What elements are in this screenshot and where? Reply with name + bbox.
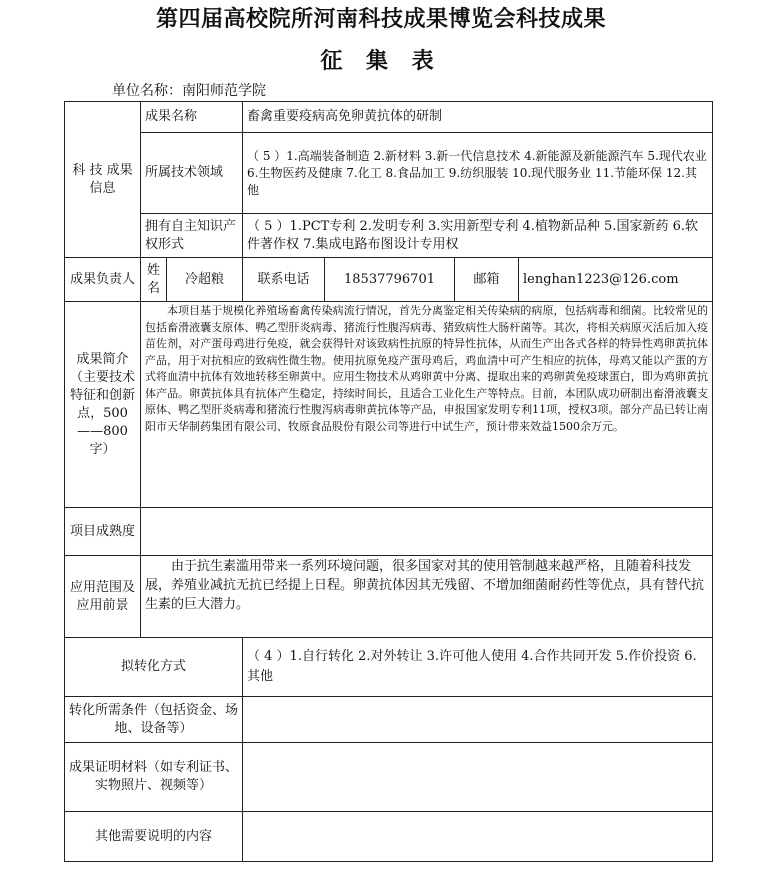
ip-label: 拥有自主知识产权形式	[141, 214, 243, 258]
maturity-value[interactable]	[141, 508, 713, 556]
email-label: 邮箱	[455, 258, 519, 302]
proof-label: 成果证明材料（如专利证书、实物照片、视频等）	[65, 743, 243, 812]
application-text[interactable]: 由于抗生素滥用带来一系列环境问题，很多国家对其的使用管制越来越严格，且随着科技发展，养殖业减抗无抗已经提上日程。卵黄抗体因其无残留、不增加细菌耐药性等优点，具有替代抗生素的巨大潜力。	[141, 556, 713, 638]
unit-name: 单位名称：南阳师范学院	[112, 83, 266, 99]
leader-name-value[interactable]: 冷超粮	[167, 258, 243, 302]
phone-label: 联系电话	[243, 258, 325, 302]
leader-name-label: 姓名	[141, 258, 167, 302]
row-application	[65, 556, 713, 638]
maturity-label: 项目成熟度	[65, 508, 141, 556]
row-tech-field	[65, 133, 713, 214]
other-label: 其他需要说明的内容	[65, 812, 243, 862]
section-info-label: 科 技 成果信息	[65, 102, 141, 258]
brief-text[interactable]: 本项目基于规模化养殖场畜禽传染病流行情况，首先分离鉴定相关传染病的病原，包括病毒和细菌。比较常见的包括畜滑液囊支原体、鸭乙型肝炎病毒、猪流行性腹泻病毒、猪致病性大肠杆菌等。其次，将相关病原灭活后加入疫苗佐剂，对产蛋母鸡进行免疫，就会获得针对该致病性抗原的特异性抗体，从而生产出各式各样的特异性鸡卵黄抗体产品，用于对抗相应的致病性微生物。使用抗原免疫产蛋母鸡后，鸡血清中可产生相应的抗体，母鸡又能以产蛋的方式将血清中抗体有效地转移至卵黄中。应用生物技术从鸡卵黄中分离、提取出来的鸡卵黄免疫球蛋白，即为鸡卵黄抗体产品。卵黄抗体具有抗体产生稳定，持续时间长，且适合工业化生产等特点。目前，本团队成功研制出畜滑液囊支原体、鸭乙型肝炎病毒和猪流行性腹泻病毒卵黄抗体等产品，申报国家发明专利11项，授权3项。部分产品已转让南阳市天华制药集团有限公司、牧原食品股份有限公司等进行中试生产，预计带来效益1500余万元。	[141, 302, 713, 508]
row-maturity	[65, 508, 713, 556]
conditions-value[interactable]	[243, 697, 713, 743]
form-title: 第四届高校院所河南科技成果博览会科技成果	[155, 7, 606, 32]
row-conditions	[65, 697, 713, 743]
brief-label: 成果简介（主要技术特征和创新点，500——800字）	[65, 302, 141, 508]
row-transfer	[65, 638, 713, 697]
collection-form-table	[64, 101, 713, 862]
row-other	[65, 812, 713, 862]
phone-value[interactable]: 18537796701	[325, 258, 455, 302]
row-ip-form	[65, 214, 713, 258]
field-label: 所属技术领域	[141, 133, 243, 214]
row-achievement-name	[65, 102, 713, 133]
name-label: 成果名称	[141, 102, 243, 133]
application-label: 应用范围及应用前景	[65, 556, 141, 638]
proof-value[interactable]	[243, 743, 713, 812]
transfer-label: 拟转化方式	[65, 638, 243, 697]
email-value[interactable]: lenghan1223@126.com	[519, 258, 713, 302]
form-subtitle: 征 集 表	[320, 49, 442, 74]
transfer-value[interactable]: （ 4 ）1.自行转化 2.对外转让 3.许可他人使用 4.合作共同开发 5.作价投资 6.其他	[243, 638, 713, 697]
field-value[interactable]: （ 5 ）1.高端装备制造 2.新材料 3.新一代信息技术 4.新能源及新能源汽车 5.现代农业 6.生物医药及健康 7.化工 8.食品加工 9.纺织服装 10.现代服务业 11.节能环保 12.其他	[243, 133, 713, 214]
name-value[interactable]: 畜禽重要疫病高免卵黄抗体的研制	[243, 102, 713, 133]
row-proof	[65, 743, 713, 812]
ip-value[interactable]: （ 5 ）1.PCT专利 2.发明专利 3.实用新型专利 4.植物新品种 5.国家新药 6.软件著作权 7.集成电路布图设计专用权	[243, 214, 713, 258]
leader-label: 成果负责人	[65, 258, 141, 302]
row-leader	[65, 258, 713, 302]
conditions-label: 转化所需条件（包括资金、场地、设备等）	[65, 697, 243, 743]
other-value[interactable]	[243, 812, 713, 862]
row-brief	[65, 302, 713, 508]
